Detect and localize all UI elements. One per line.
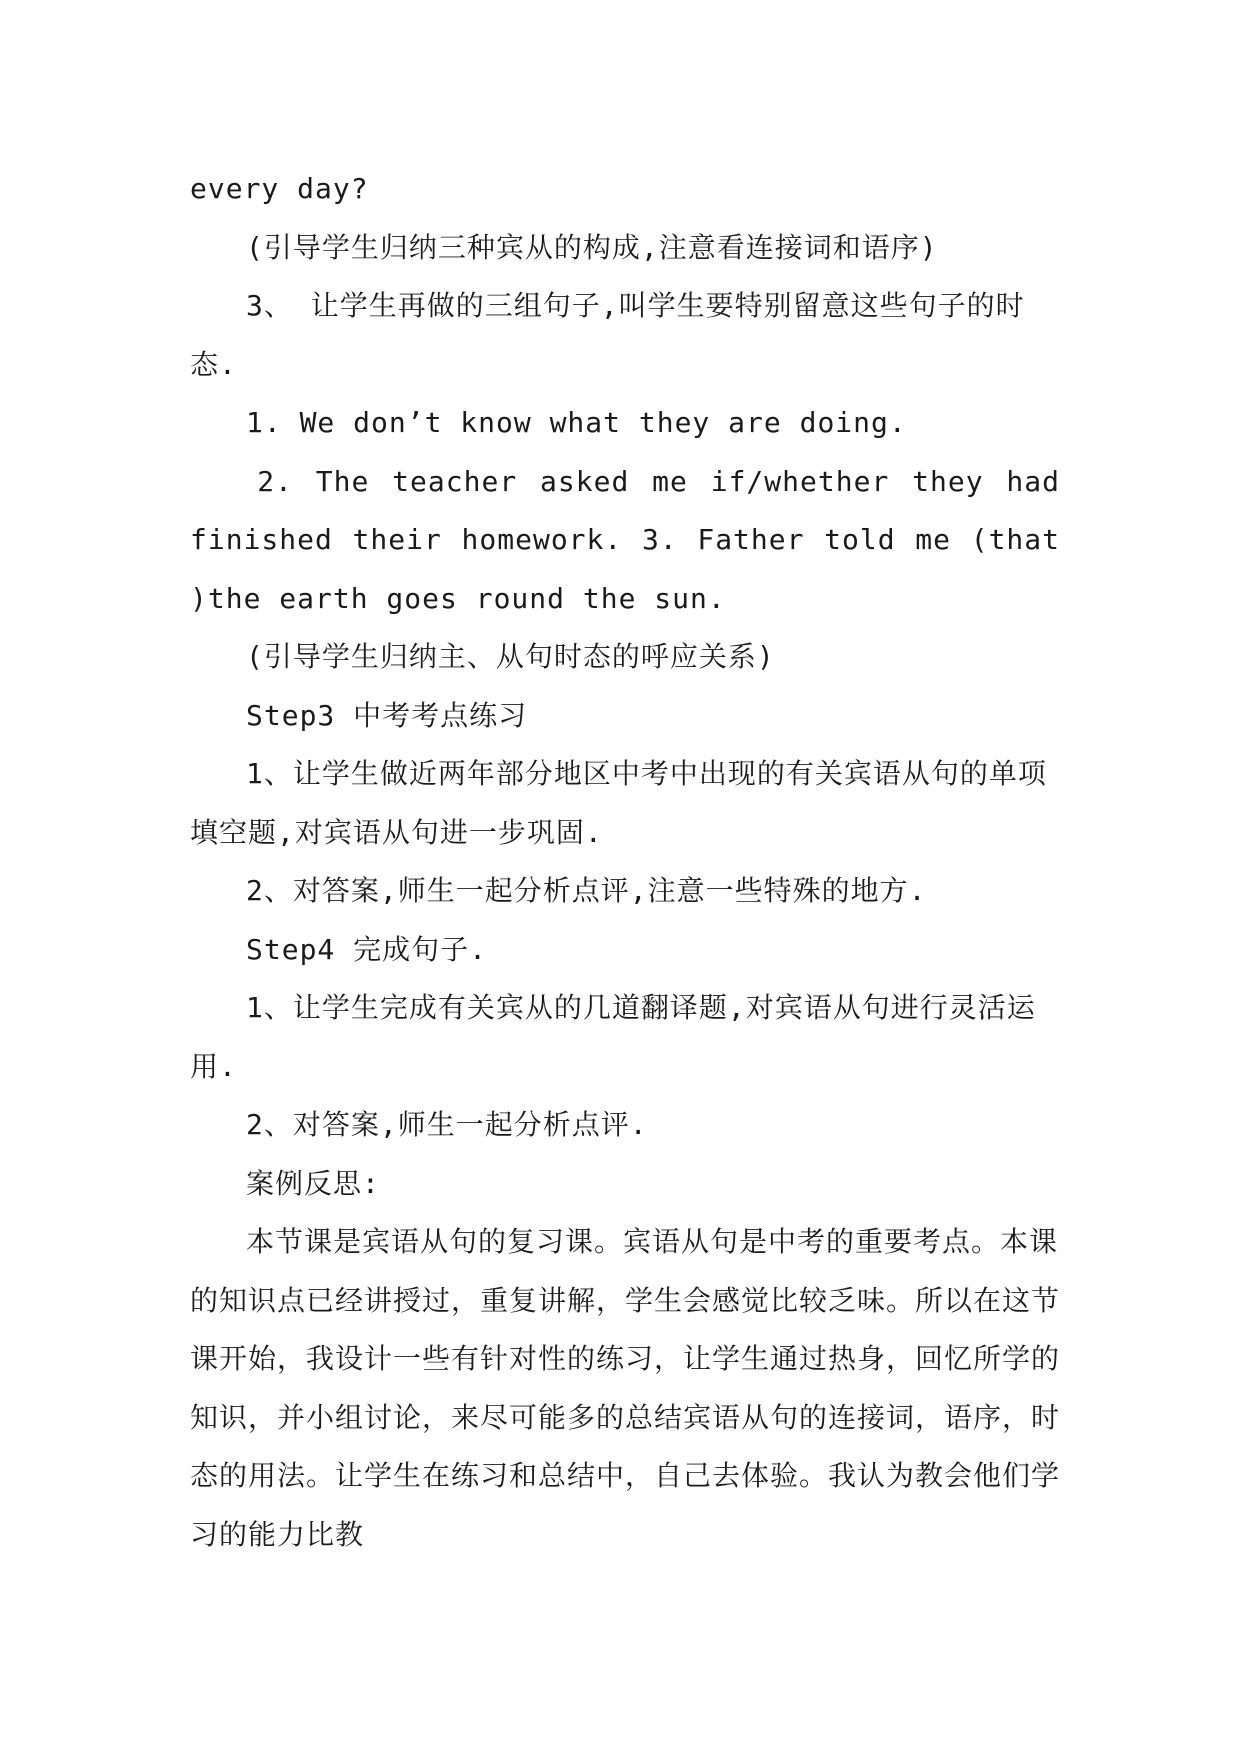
paragraph-guidance-tense: (引导学生归纳主、从句时态的呼应关系): [246, 640, 775, 673]
paragraph-reflection: 本节课是宾语从句的复习课。宾语从句是中考的重要考点。本课的知识点已经讲授过，重复讲解，学生会感觉比较乏味。所以在这节课开始，我设计一些有针对性的练习，让学生通过热身，回忆所学的知识，并小组讨论，来尽可能多的总结宾语从句的连接词，语序，时态的用法。让学生在练习和总结中，自己去体验。我认为教会他们学习的能力比教: [190, 1225, 1061, 1551]
heading-step3: Step3 中考考点练习: [246, 698, 528, 732]
paragraph-step3-item-1: 1、让学生做近两年部分地区中考中出现的有关宾语从句的单项填空题,对宾语从句进一步巩固.: [190, 757, 1047, 849]
paragraph-step3-item-2: 2、对答案,师生一起分析点评,注意一些特殊的地方.: [246, 874, 927, 907]
document-body: [190, 160, 1060, 1564]
heading-case-reflection: 案例反思:: [246, 1166, 380, 1200]
paragraph-continuation: every day?: [190, 172, 369, 205]
paragraph-example-1: 1. We don’t know what they are doing.: [246, 406, 907, 439]
paragraph-step4-item-1: 1、让学生完成有关宾从的几道翻译题,对宾语从句进行灵活运用.: [190, 991, 1036, 1083]
paragraph-step-3-sentences: 3、 让学生再做的三组句子,叫学生要特别留意这些句子的时态.: [190, 289, 1025, 381]
paragraph-step4-item-2: 2、对答案,师生一起分析点评.: [246, 1108, 648, 1141]
paragraph-example-2-3: 2. The teacher asked me if/whether they had finished their homework. 3. Father told me (that )the earth goes round the sun.: [190, 464, 1060, 615]
paragraph-guidance-object-clause: (引导学生归纳三种宾从的构成,注意看连接词和语序): [246, 230, 938, 264]
heading-step4: Step4 完成句子.: [246, 932, 488, 966]
